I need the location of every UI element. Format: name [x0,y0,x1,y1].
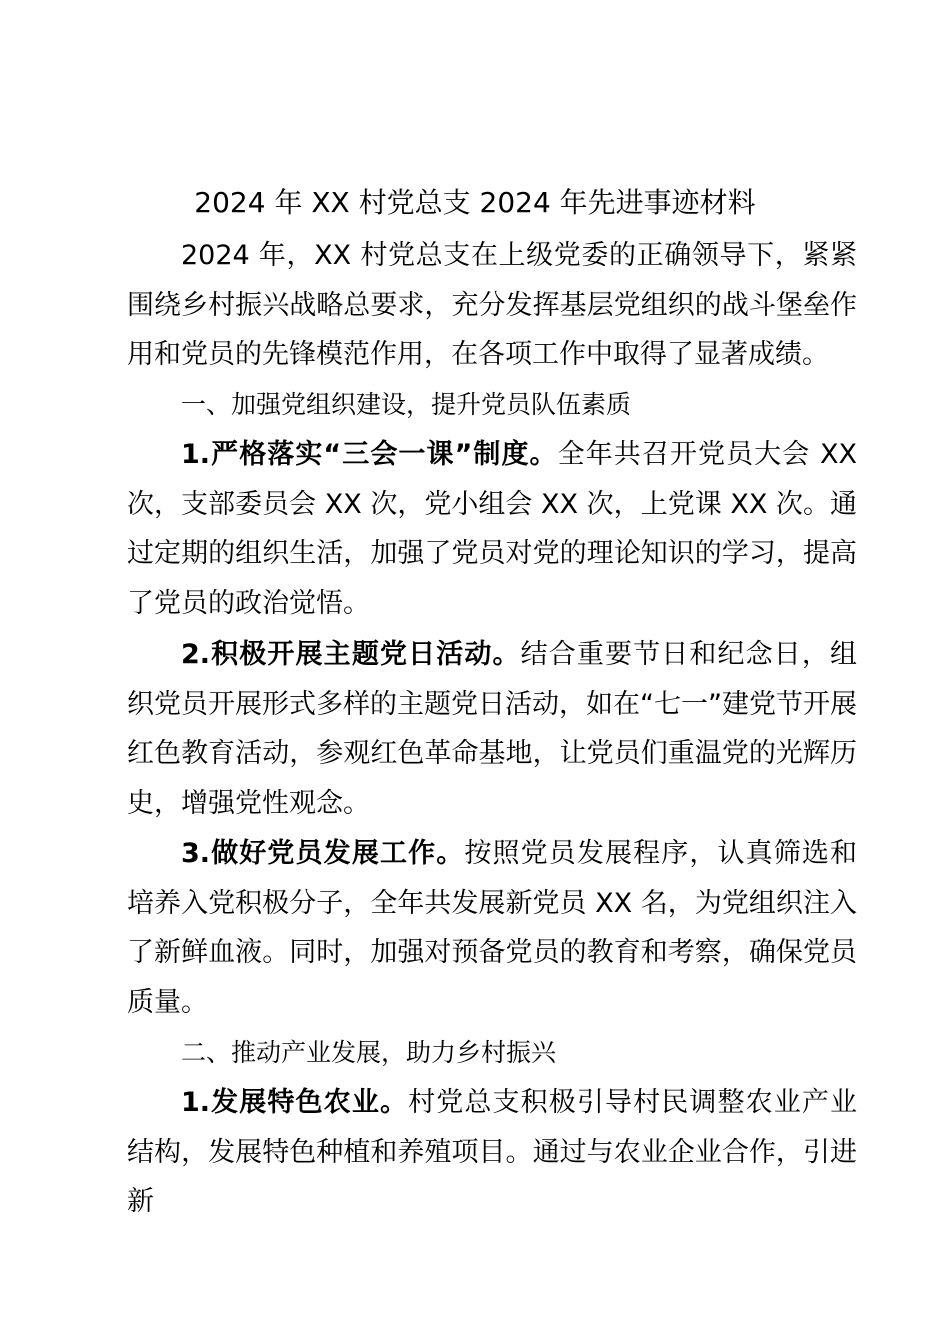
item-lead: 1.发展特色农业。 [181,1087,409,1118]
intro-paragraph: 2024 年，XX 村党总支在上级党委的正确领导下，紧紧围绕乡村振兴战略总要求，充分发挥基层党组织的战斗堡垒作用和党员的先锋模范作用，在各项工作中取得了显著成绩。 [127,240,857,370]
item-lead: 2.积极开展主题党日活动。 [181,639,521,670]
section-2-heading: 二、推动产业发展，助力乡村振兴 [181,1038,557,1067]
section-1-heading: 一、加强党组织建设，提升党员队伍素质 [181,390,632,419]
section-1-item-3 [127,829,857,1027]
item-lead: 3.做好党员发展工作。 [181,838,465,869]
section-1-item-2 [127,630,857,828]
item-text: 全年共召开党员大会 XX 次，支部委员会 XX 次，党小组会 XX 次，上党课 XX 次。通过定期的组织生活，加强了党员对党的理论知识的学习，提高了党员的政治觉悟。 [127,439,857,619]
section-1-item-1 [127,430,857,628]
item-lead: 1.严格落实“三会一课”制度。 [181,439,558,470]
document-title: 2024 年 XX 村党总支 2024 年先进事迹材料 [194,186,756,219]
item-text: 村党总支积极引导村民调整农业产业结构，发展特色种植和养殖项目。通过与农业企业合作，引进新 [127,1087,858,1217]
section-2-item-1 [127,1078,857,1227]
item-text: 结合重要节日和纪念日，组织党员开展形式多样的主题党日活动，如在“七一”建党节开展红色教育活动，参观红色革命基地，让党员们重温党的光辉历史，增强党性观念。 [127,639,858,819]
item-text: 按照党员发展程序，认真筛选和培养入党积极分子，全年共发展新党员 XX 名，为党组织注入了新鲜血液。同时，加强对预备党员的教育和考察，确保党员质量。 [127,838,857,1018]
